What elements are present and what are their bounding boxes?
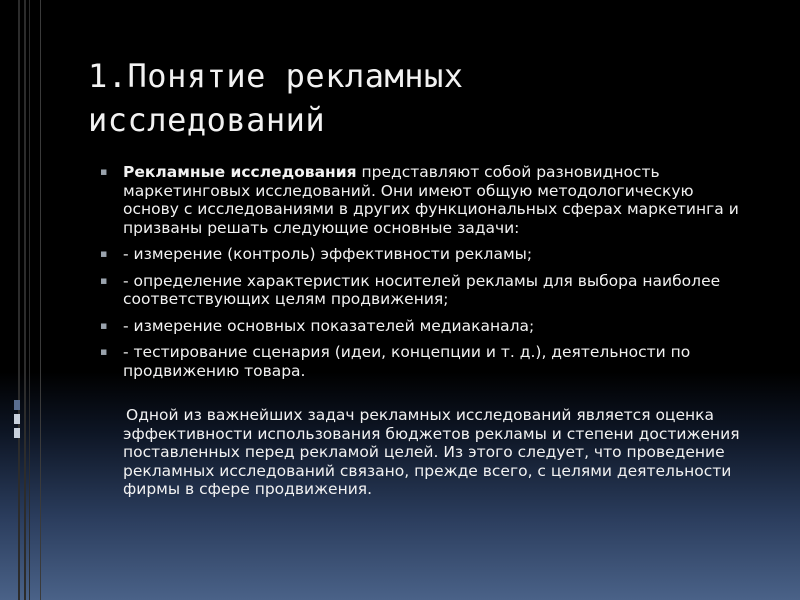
bullet-text: - измерение основных показателей медиаканала; [123, 316, 535, 335]
decor-square-icon [14, 400, 20, 410]
bullet-list [100, 163, 750, 380]
bullet-text: - измерение (контроль) эффективности рекламы; [123, 245, 533, 263]
list-item [100, 163, 750, 237]
bullet-icon: ▪ [100, 318, 108, 332]
left-edge-decoration [0, 0, 32, 600]
slide-content [100, 163, 750, 499]
bullet-bold-text: Рекламные исследования [123, 163, 357, 181]
bullet-text: - определение характеристик носителей рекламы для выбора наиболее соответствующих целям продвижения; [123, 271, 721, 308]
bullet-icon: ▪ [100, 165, 108, 178]
bullet-icon: ▪ [100, 345, 108, 358]
decor-square-icon [14, 414, 20, 424]
list-item [100, 245, 750, 264]
title-line-2: исследований [88, 101, 326, 139]
bullet-text: - тестирование сценария (идеи, концепции и т. д.), деятельности по продвижению товара. [123, 343, 691, 380]
summary-paragraph: Одной из важнейших задач рекламных исследований является оценка эффективности использования бюджетов рекламы и степени достижения поставленных перед рекламой целей. Из этого следует, что проведение рекламных исследований связано, прежде всего, с целями деятельности фирмы в сфере продвижения. [123, 406, 740, 498]
bullet-text: представляют собой разновидность маркетинговых исследований. Они имеют общую методологическую основу с исследованиями в других функциональных сферах маркетинга и призваны решать следующие основные задачи: [123, 163, 739, 237]
list-item [100, 272, 750, 309]
frame-line [40, 0, 41, 600]
title-line-1: 1.Понятие рекламных [88, 57, 464, 95]
bullet-icon: ▪ [100, 273, 108, 287]
decor-square-icon [14, 428, 20, 438]
list-item [100, 317, 750, 336]
list-item [100, 343, 750, 380]
bullet-icon: ▪ [100, 247, 108, 260]
slide-title [88, 54, 768, 142]
